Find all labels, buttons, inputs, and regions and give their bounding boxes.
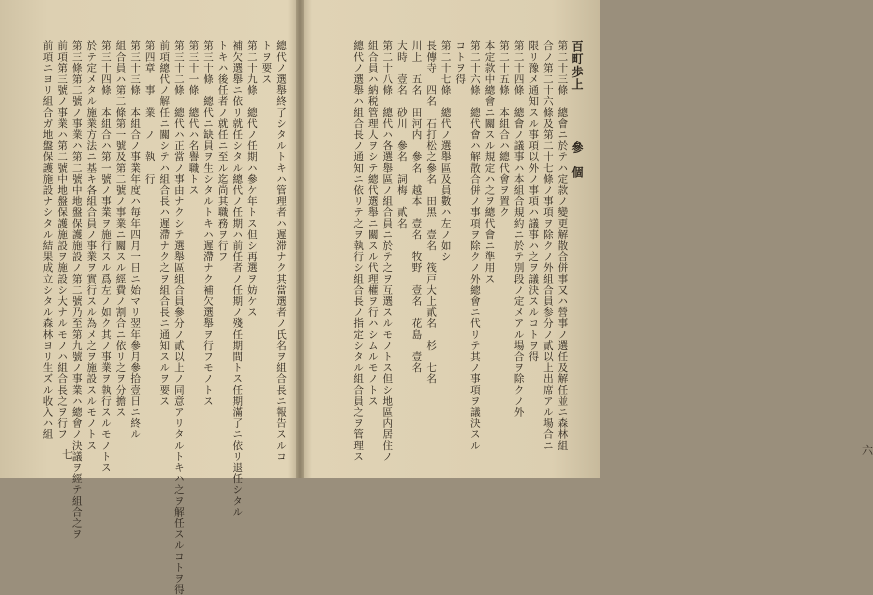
text-column: 第四章 事 業 ノ 執 行 xyxy=(143,40,156,185)
text-column: 限リ豫メ通知スル事項以外ノ事項ハ議事ハ之ヲ議決スルコトヲ得 xyxy=(527,40,540,362)
text-column: 組合員ハ第二條第一號及第二號ノ事業ニ關スル經費ノ割合ニ依リ之ヲ分擔ス xyxy=(114,40,127,418)
text-column: コトヲ得 xyxy=(454,40,467,85)
text-column: 第二十五條 本組合ハ總代會ヲ置ク xyxy=(498,40,511,218)
left-page-text xyxy=(41,40,288,595)
text-column: 前項總代ノ解任ニ關シテハ組合長ハ遲滯ナク之ヲ組合長ニ通知スルヲ要ス xyxy=(158,40,171,407)
text-column: 第三十四條 本組合ハ第一號ノ事業ヲ施行スル爲左ノ如ク其ノ事業ヲ執行スルモノトス xyxy=(99,40,112,473)
text-column: 第二十七條 總代ノ選舉區及員數ハ左ノ如シ xyxy=(439,40,452,262)
right-page xyxy=(302,0,873,478)
text-column: 合ノ第二十六條及第二十七條ノ事項ヲ除クノ外組合員参分ノ貳以上出席アル場合ニ xyxy=(541,40,554,451)
text-column: 川上 五名 田河内 參名 越本 壹名 牧野 壹名 花島 壹名 xyxy=(410,40,423,373)
text-column: 組合員ハ納税管理人ヲシテ總代選舉ニ關スル代理權ヲ行ハシムルモノトス xyxy=(366,40,379,407)
text-column: 總代ノ選舉終了シタルトキハ管理者ハ遲滞ナク其當選者ノ氏名ヲ組合長ニ報告スルコ xyxy=(275,40,287,462)
text-column: 長傳寺 四名 石打松之參名 田黑 壹名 筏戸大上貳名 杉 七名 xyxy=(425,40,438,385)
text-column: 補欠選舉ニ依リ就任シタル總代ノ任期ハ前任者ノ任期ノ殘任期間トス任期滿了ニ依リ退任シタル xyxy=(231,40,244,518)
text-column: 第二十六條 總代會ハ解散合併ノ事項ヲ除クノ外總會ニ代リテ其ノ事項ヲ議決スル xyxy=(468,40,481,451)
right-page-text xyxy=(314,40,584,462)
text-column: 第三十一條 總代ハ名譽職トス xyxy=(187,40,200,196)
left-page xyxy=(0,0,298,595)
text-column: 前項ニヨリ組合ガ地盤保護施設ナシタル結果成立シタル森林ヨリ生ズル收入ハ組 xyxy=(41,40,54,440)
text-column: 百町歩上 參 個 xyxy=(570,40,584,179)
text-column: 大時 壹名 砂川 參名 詞梅 貳名 xyxy=(395,40,408,229)
text-column: 第二十九條 總代ノ任期ハ參ケ年トス但シ再選ヲ妨ケス xyxy=(245,40,258,318)
text-column: 本定款中總會ニ關スル規定ハ之ヲ總代會ニ準用ス xyxy=(483,40,496,285)
left-page-number: 七 xyxy=(62,448,73,461)
text-column: 第三十條 總代ニ缺員ヲ生シタルトキハ遲滯ナク補欠選舉ヲ行フモノトス xyxy=(202,40,215,407)
text-column: 第二十三條 總會ニ於テハ定款ノ變更解散合併事又ハ營事ノ選任及解任並ニ森林組 xyxy=(556,40,569,451)
text-column: 前項第三號ノ事業ハ第二號中地盤保護施設ヲ施設シ大ナルモノハ組合長之ヲ行フ xyxy=(56,40,69,440)
text-column: トキハ後任者ノ就任ニ至ル迄尚其職務ヲ行フ xyxy=(216,40,229,262)
text-column: 總代ノ選舉ハ組合長ノ通知ニ依リテ之ヲ執行シ組合長ノ指定シタル組合員之ヲ管理ス xyxy=(352,40,365,462)
text-column: 於テ定メタル施業方法ニ基キ各組合員ノ事業ヲ實行スル為メ之ヲ施設スルモノトス xyxy=(85,40,98,451)
text-column: 第二十四條 總會ノ議事ハ本組合規約ニ於テ別段ノ定メアル場合ヲ除クノ外 xyxy=(512,40,525,418)
text-column: 第三十二條 總代ハ正當ノ事由ナクシテ選舉區組合員參分ノ貳以上ノ同意アリタルトキハ之ヲ解任スルコトヲ得 xyxy=(172,40,185,595)
text-column: 第二十八條 總代ハ各選舉區ノ組合員ニ於テ之ヲ互選スルモノトス但シ地區内居住ノ xyxy=(381,40,394,462)
right-page-number: 六 xyxy=(862,444,873,457)
text-column: 第三條第二號ノ事業ハ第二號中地盤保護施設ノ第二號乃至第九號ノ事業ハ總會ノ決議ヲ經テ組合之ヲ xyxy=(70,40,83,540)
text-column: 第三十三條 本組合ノ事業年度ハ毎年四月一日ニ始マリ翌年參月參拾壹日ニ終ル xyxy=(129,40,142,440)
text-column: トヲ要ス xyxy=(260,40,273,85)
